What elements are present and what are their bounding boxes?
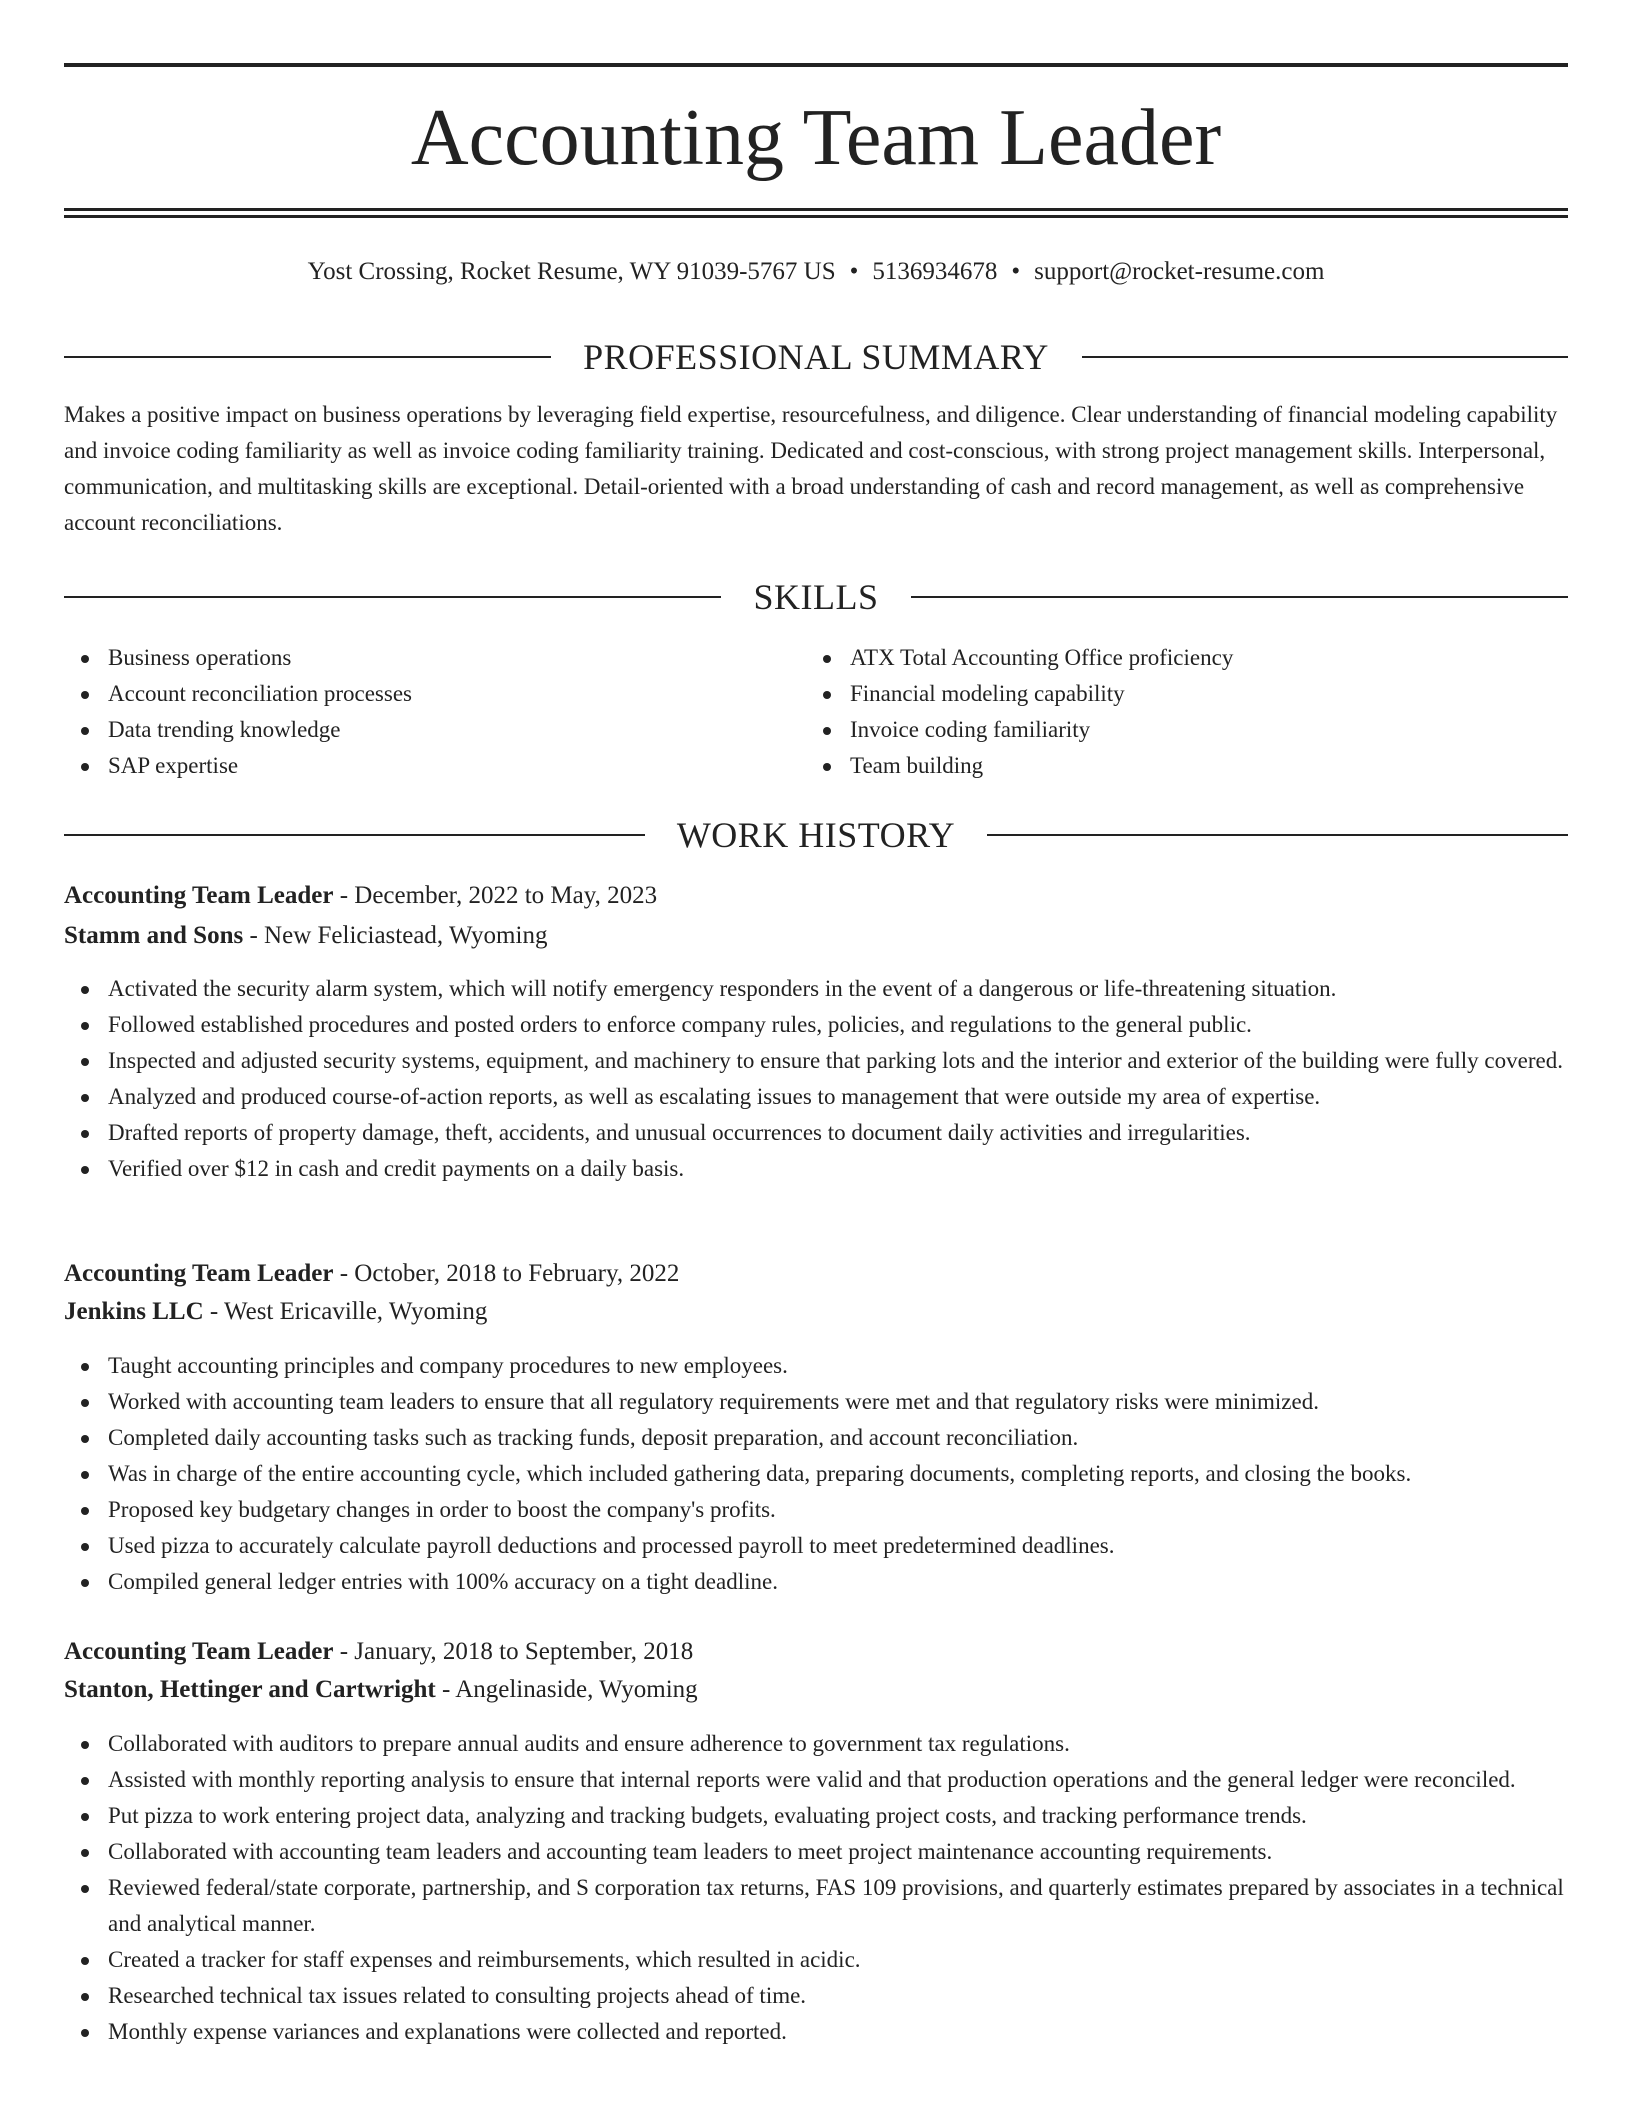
- job-company-line: [64, 1293, 1568, 1331]
- skill-item: Team building: [806, 748, 1566, 784]
- job-bullet-list: [64, 1726, 1568, 2050]
- list-item: Worked with accounting team leaders to ensure that all regulatory requirements were met and that regulatory risks were minimized.: [64, 1384, 1568, 1420]
- section-heading-summary: [64, 335, 1568, 379]
- skills-list-right: [806, 640, 1566, 784]
- list-item: Taught accounting principles and company procedures to new employees.: [64, 1348, 1568, 1384]
- job-bullet-list: [64, 971, 1568, 1187]
- top-rule: [64, 63, 1568, 67]
- job-company: Stamm and Sons: [64, 922, 244, 949]
- job-company-line: [64, 917, 1568, 955]
- list-item: Reviewed federal/state corporate, partnership, and S corporation tax returns, FAS 109 provisions, and quarterly estimates prepared by associates in a technical and analytical manner.: [64, 1870, 1568, 1942]
- list-item: Collaborated with auditors to prepare annual audits and ensure adherence to government tax regulations.: [64, 1726, 1568, 1762]
- title-rule-lower: [64, 215, 1568, 218]
- list-item: Monthly expense variances and explanations were collected and reported.: [64, 2014, 1568, 2050]
- title-rule-upper: [64, 208, 1568, 211]
- list-item: Followed established procedures and posted orders to enforce company rules, policies, and regulations to the general public.: [64, 1007, 1568, 1043]
- contact-separator: •: [849, 258, 859, 285]
- skills-list-left: [64, 640, 804, 784]
- list-item: Verified over $12 in cash and credit payments on a daily basis.: [64, 1151, 1568, 1187]
- page-title: Accounting Team Leader: [410, 94, 1222, 182]
- summary-text: Makes a positive impact on business operations by leveraging field expertise, resourcefulness, and diligence. Clear understanding of financial modeling capability and invoice coding familiarity as well as invoice coding familiarity training. Dedicated and cost-conscious, with strong project management skills. Interpersonal, communication, and multitasking skills are exceptional. Detail-oriented with a broad understanding of cash and record management, as well as comprehensive account reconciliations.: [64, 402, 1558, 535]
- contact-separator: •: [1011, 258, 1021, 285]
- job-dates: - December, 2022 to May, 2023: [333, 882, 658, 909]
- section-heading-work: [64, 813, 1568, 857]
- list-item: Compiled general ledger entries with 100% accuracy on a tight deadline.: [64, 1564, 1568, 1600]
- skill-item: Financial modeling capability: [806, 676, 1566, 712]
- list-item: Used pizza to accurately calculate payroll deductions and processed payroll to meet predetermined deadlines.: [64, 1528, 1568, 1564]
- list-item: Put pizza to work entering project data, analyzing and tracking budgets, evaluating project costs, and tracking performance trends.: [64, 1798, 1568, 1834]
- skill-item: Invoice coding familiarity: [806, 712, 1566, 748]
- list-item: Researched technical tax issues related to consulting projects ahead of time.: [64, 1978, 1568, 2014]
- job-dates: - October, 2018 to February, 2022: [333, 1260, 680, 1287]
- job-title: Accounting Team Leader: [64, 1260, 334, 1287]
- skill-item: Data trending knowledge: [64, 712, 804, 748]
- job-location: - West Ericaville, Wyoming: [203, 1298, 488, 1325]
- list-item: Assisted with monthly reporting analysis to ensure that internal reports were valid and that production operations and the general ledger were reconciled.: [64, 1762, 1568, 1798]
- list-item: Proposed key budgetary changes in order to boost the company's profits.: [64, 1492, 1568, 1528]
- job-dates: - January, 2018 to September, 2018: [333, 1638, 694, 1665]
- list-item: Inspected and adjusted security systems, equipment, and machinery to ensure that parking lots and the interior and exterior of the building were fully covered.: [64, 1043, 1568, 1079]
- contact-email: support@rocket-resume.com: [1034, 258, 1325, 285]
- job-company: Stanton, Hettinger and Cartwright: [64, 1676, 436, 1703]
- list-item: Created a tracker for staff expenses and reimbursements, which resulted in acidic.: [64, 1942, 1568, 1978]
- list-item: Analyzed and produced course-of-action reports, as well as escalating issues to management that were outside my area of expertise.: [64, 1079, 1568, 1115]
- skill-item: Business operations: [64, 640, 804, 676]
- section-heading-skills: [64, 575, 1568, 619]
- skill-item: ATX Total Accounting Office proficiency: [806, 640, 1566, 676]
- job-title-line: [64, 877, 1568, 915]
- job-company-line: [64, 1671, 1568, 1709]
- job-location: - Angelinaside, Wyoming: [435, 1676, 698, 1703]
- list-item: Collaborated with accounting team leaders and accounting team leaders to meet project maintenance accounting requirements.: [64, 1834, 1568, 1870]
- skill-item: Account reconciliation processes: [64, 676, 804, 712]
- list-item: Completed daily accounting tasks such as tracking funds, deposit preparation, and account reconciliation.: [64, 1420, 1568, 1456]
- list-item: Activated the security alarm system, which will notify emergency responders in the event of a dangerous or life-threatening situation.: [64, 971, 1568, 1007]
- section-title: PROFESSIONAL SUMMARY: [551, 337, 1081, 377]
- section-title: SKILLS: [721, 577, 910, 617]
- contact-phone: 5136934678: [872, 258, 998, 285]
- skill-item: SAP expertise: [64, 748, 804, 784]
- list-item: Drafted reports of property damage, theft, accidents, and unusual occurrences to document daily activities and irregularities.: [64, 1115, 1568, 1151]
- job-location: - New Feliciastead, Wyoming: [243, 922, 548, 949]
- job-title-line: [64, 1633, 1568, 1671]
- job-bullet-list: [64, 1348, 1568, 1600]
- job-title: Accounting Team Leader: [64, 882, 334, 909]
- contact-address: Yost Crossing, Rocket Resume, WY 91039-5767 US: [307, 258, 836, 285]
- list-item: Was in charge of the entire accounting cycle, which included gathering data, preparing documents, completing reports, and closing the books.: [64, 1456, 1568, 1492]
- job-company: Jenkins LLC: [64, 1298, 204, 1325]
- contact-line: [64, 252, 1568, 292]
- job-title: Accounting Team Leader: [64, 1638, 334, 1665]
- section-title: WORK HISTORY: [645, 815, 987, 855]
- job-title-line: [64, 1255, 1568, 1293]
